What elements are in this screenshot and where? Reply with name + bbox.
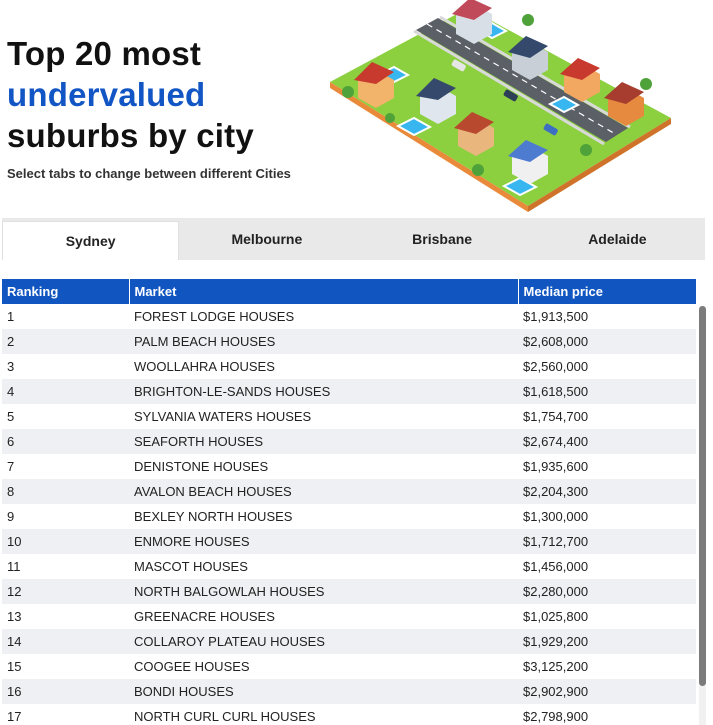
table-row — [2, 529, 696, 554]
cell-median-price: $1,913,500 — [523, 309, 589, 324]
table-row — [2, 454, 696, 479]
column-header-ranking[interactable]: Ranking — [2, 279, 129, 304]
cell-median-price: $2,560,000 — [523, 359, 589, 374]
cell-median-price: $1,935,600 — [523, 459, 589, 474]
cell-ranking: 13 — [7, 609, 22, 624]
tab-adelaide[interactable]: Adelaide — [588, 231, 647, 247]
cell-market: BEXLEY NORTH HOUSES — [134, 509, 293, 524]
cell-market: SYLVANIA WATERS HOUSES — [134, 409, 312, 424]
tab-sydney[interactable]: Sydney — [2, 221, 179, 260]
city-tabs — [2, 218, 705, 260]
cell-ranking: 14 — [2, 629, 129, 654]
page-title-line2: undervalued — [7, 76, 206, 113]
cell-market: ENMORE HOUSES — [129, 529, 518, 554]
cell-ranking: 9 — [7, 509, 15, 524]
cell-market: NORTH CURL CURL HOUSES — [134, 709, 316, 724]
cell-median-price: $1,754,700 — [523, 409, 589, 424]
cell-median-price: $1,618,500 — [518, 379, 696, 404]
cell-market: WOOLLAHRA HOUSES — [134, 359, 275, 374]
page-title-line3: suburbs by city — [7, 117, 254, 154]
cell-median-price: $1,456,000 — [523, 559, 589, 574]
cell-ranking: 2 — [2, 329, 129, 354]
cell-ranking: 7 — [7, 459, 15, 474]
cell-ranking: 15 — [7, 659, 22, 674]
cell-market: COOGEE HOUSES — [134, 659, 250, 674]
cell-market: SEAFORTH HOUSES — [129, 429, 518, 454]
cell-median-price: $1,712,700 — [518, 529, 696, 554]
page-subtitle: Select tabs to change between different Cities — [7, 166, 291, 181]
cell-ranking: 17 — [7, 709, 22, 724]
cell-ranking: 10 — [2, 529, 129, 554]
cell-ranking: 3 — [7, 359, 15, 374]
cell-ranking: 8 — [2, 479, 129, 504]
cell-market: COLLAROY PLATEAU HOUSES — [129, 629, 518, 654]
table-row — [2, 704, 696, 725]
cell-median-price: $3,125,200 — [523, 659, 589, 674]
table-row — [2, 304, 696, 329]
cell-market: GREENACRE HOUSES — [134, 609, 275, 624]
title-block — [7, 33, 327, 181]
tab-melbourne[interactable]: Melbourne — [231, 231, 303, 247]
table-row — [2, 329, 696, 354]
table-row — [2, 379, 696, 404]
cell-median-price: $1,929,200 — [518, 629, 696, 654]
table-row — [2, 479, 696, 504]
table-header-row — [2, 279, 696, 304]
table-scrollbar[interactable] — [699, 306, 706, 725]
cell-market: AVALON BEACH HOUSES — [129, 479, 518, 504]
cell-median-price: $2,674,400 — [518, 429, 696, 454]
cell-ranking: 4 — [2, 379, 129, 404]
column-header-median-price[interactable]: Median price — [518, 279, 696, 304]
cell-ranking: 12 — [2, 579, 129, 604]
table-row — [2, 354, 696, 379]
cell-market: MASCOT HOUSES — [134, 559, 248, 574]
cell-median-price: $2,902,900 — [518, 679, 696, 704]
cell-market: DENISTONE HOUSES — [134, 459, 269, 474]
cell-ranking: 1 — [7, 309, 15, 324]
cell-median-price: $2,608,000 — [518, 329, 696, 354]
page-title-line1: Top 20 most — [7, 35, 202, 72]
table-row — [2, 679, 696, 704]
cell-market: BRIGHTON-LE-SANDS HOUSES — [129, 379, 518, 404]
table-row — [2, 554, 696, 579]
table-row — [2, 629, 696, 654]
suburbs-table-container — [2, 279, 698, 725]
scrollbar-thumb[interactable] — [699, 306, 706, 686]
suburb-illustration — [328, 0, 673, 212]
table-row — [2, 404, 696, 429]
cell-median-price: $2,280,000 — [518, 579, 696, 604]
table-row — [2, 429, 696, 454]
cell-market: PALM BEACH HOUSES — [129, 329, 518, 354]
cell-ranking: 16 — [2, 679, 129, 704]
cell-median-price: $2,798,900 — [523, 709, 589, 724]
cell-market: NORTH BALGOWLAH HOUSES — [129, 579, 518, 604]
table-row — [2, 579, 696, 604]
cell-ranking: 11 — [7, 559, 21, 574]
cell-median-price: $1,300,000 — [523, 509, 589, 524]
cell-ranking: 5 — [7, 409, 15, 424]
table-row — [2, 604, 696, 629]
cell-median-price: $2,204,300 — [518, 479, 696, 504]
cell-median-price: $1,025,800 — [523, 609, 589, 624]
column-header-market[interactable]: Market — [129, 279, 518, 304]
tab-brisbane[interactable]: Brisbane — [412, 231, 473, 247]
suburbs-table — [2, 279, 696, 725]
table-row — [2, 654, 696, 679]
cell-market: FOREST LODGE HOUSES — [134, 309, 295, 324]
table-row — [2, 504, 696, 529]
cell-market: BONDI HOUSES — [129, 679, 518, 704]
cell-ranking: 6 — [2, 429, 129, 454]
